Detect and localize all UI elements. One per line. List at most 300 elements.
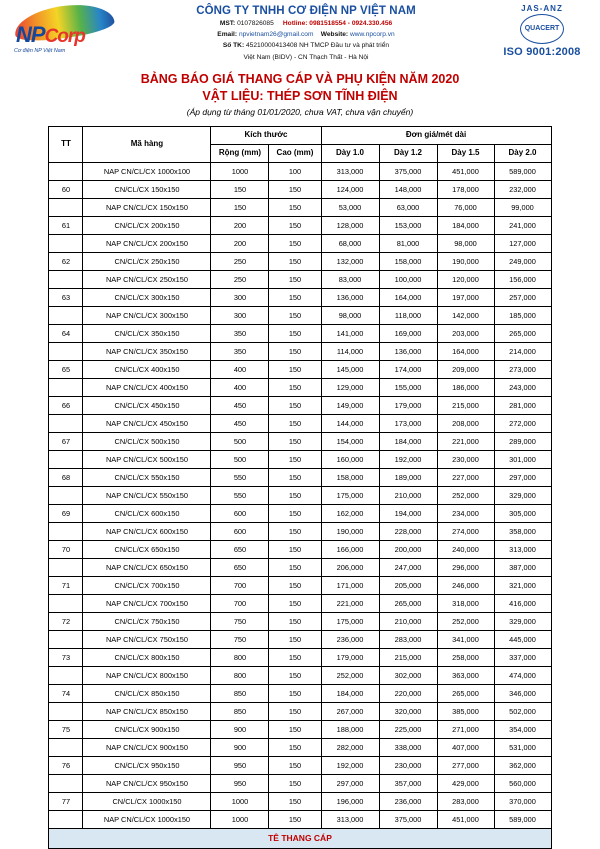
cell-cao: 150 bbox=[269, 469, 321, 487]
cell-cao: 150 bbox=[269, 217, 321, 235]
cell-tt: 72 bbox=[49, 613, 83, 631]
table-row bbox=[49, 163, 551, 181]
cell-day-12: 200,000 bbox=[379, 541, 437, 559]
email-value[interactable]: npvietnam26@gmail.com bbox=[238, 30, 314, 38]
cell-ma-hang: CN/CL/CX 800x150 bbox=[83, 649, 211, 667]
cell-day-15: 451,000 bbox=[437, 811, 494, 829]
cell-rong: 800 bbox=[211, 667, 269, 685]
cell-day-12: 158,000 bbox=[379, 253, 437, 271]
cell-ma-hang: NAP CN/CL/CX 350x150 bbox=[83, 343, 211, 361]
bank-value: 45210000413408 NH TMCP Đầu tư và phát triển bbox=[245, 42, 390, 50]
cell-tt bbox=[49, 739, 83, 757]
cell-cao: 150 bbox=[269, 793, 321, 811]
cell-day-15: 429,000 bbox=[437, 775, 494, 793]
table-row bbox=[49, 613, 551, 631]
cell-day-10: 145,000 bbox=[321, 361, 379, 379]
company-bank-line bbox=[118, 42, 494, 51]
cell-day-20: 289,000 bbox=[494, 433, 551, 451]
cell-day-12: 164,000 bbox=[379, 289, 437, 307]
cell-ma-hang: CN/CL/CX 1000x150 bbox=[83, 793, 211, 811]
cell-ma-hang: NAP CN/CL/CX 550x150 bbox=[83, 487, 211, 505]
cell-day-15: 240,000 bbox=[437, 541, 494, 559]
cell-rong: 850 bbox=[211, 685, 269, 703]
cell-cao: 150 bbox=[269, 253, 321, 271]
cell-cao: 150 bbox=[269, 775, 321, 793]
page-note: (Áp dụng từ tháng 01/01/2020, chưa VAT, chưa vận chuyển) bbox=[186, 107, 414, 117]
cell-rong: 750 bbox=[211, 631, 269, 649]
logo-wordmark bbox=[16, 22, 85, 48]
cell-day-12: 184,000 bbox=[379, 433, 437, 451]
cell-day-10: 175,000 bbox=[321, 613, 379, 631]
cell-day-10: 188,000 bbox=[321, 721, 379, 739]
cell-day-15: 227,000 bbox=[437, 469, 494, 487]
cell-cao: 150 bbox=[269, 289, 321, 307]
cell-tt: 77 bbox=[49, 793, 83, 811]
cell-day-15: 120,000 bbox=[437, 271, 494, 289]
cell-cao: 150 bbox=[269, 235, 321, 253]
table-row bbox=[49, 577, 551, 595]
cell-day-20: 297,000 bbox=[494, 469, 551, 487]
company-contact-line bbox=[118, 31, 494, 40]
cell-cao: 150 bbox=[269, 433, 321, 451]
cell-day-20: 337,000 bbox=[494, 649, 551, 667]
table-row bbox=[49, 235, 551, 253]
cell-day-20: 241,000 bbox=[494, 217, 551, 235]
cell-rong: 950 bbox=[211, 775, 269, 793]
table-row bbox=[49, 451, 551, 469]
table-row bbox=[49, 505, 551, 523]
cell-cao: 150 bbox=[269, 379, 321, 397]
cell-day-10: 192,000 bbox=[321, 757, 379, 775]
table-row bbox=[49, 541, 551, 559]
cell-day-12: 179,000 bbox=[379, 397, 437, 415]
table-row bbox=[49, 739, 551, 757]
cell-ma-hang: CN/CL/CX 350x150 bbox=[83, 325, 211, 343]
table-row bbox=[49, 199, 551, 217]
cell-day-10: 68,000 bbox=[321, 235, 379, 253]
cell-cao: 150 bbox=[269, 523, 321, 541]
cell-tt: 67 bbox=[49, 433, 83, 451]
cell-day-20: 354,000 bbox=[494, 721, 551, 739]
cell-cao: 150 bbox=[269, 361, 321, 379]
cell-tt: 69 bbox=[49, 505, 83, 523]
table-row bbox=[49, 469, 551, 487]
cell-day-20: 387,000 bbox=[494, 559, 551, 577]
col-day-12: Dày 1.2 bbox=[379, 145, 437, 163]
cell-day-10: 136,000 bbox=[321, 289, 379, 307]
cell-day-12: 173,000 bbox=[379, 415, 437, 433]
cell-tt: 66 bbox=[49, 397, 83, 415]
cell-day-15: 186,000 bbox=[437, 379, 494, 397]
cell-day-20: 370,000 bbox=[494, 793, 551, 811]
cell-day-20: 346,000 bbox=[494, 685, 551, 703]
cell-day-15: 318,000 bbox=[437, 595, 494, 613]
cell-tt: 70 bbox=[49, 541, 83, 559]
cell-ma-hang: CN/CL/CX 300x150 bbox=[83, 289, 211, 307]
jas-anz-label: JAS-ANZ bbox=[521, 4, 563, 13]
company-tax-line bbox=[118, 20, 494, 29]
cell-day-15: 98,000 bbox=[437, 235, 494, 253]
cell-tt bbox=[49, 451, 83, 469]
cell-day-15: 190,000 bbox=[437, 253, 494, 271]
cell-day-12: 136,000 bbox=[379, 343, 437, 361]
cell-cao: 150 bbox=[269, 811, 321, 829]
cell-rong: 1000 bbox=[211, 793, 269, 811]
table-row bbox=[49, 685, 551, 703]
cell-cao: 150 bbox=[269, 649, 321, 667]
cell-tt bbox=[49, 703, 83, 721]
cell-day-15: 258,000 bbox=[437, 649, 494, 667]
cell-day-12: 81,000 bbox=[379, 235, 437, 253]
cell-rong: 350 bbox=[211, 343, 269, 361]
cell-ma-hang: NAP CN/CL/CX 650x150 bbox=[83, 559, 211, 577]
cell-tt: 62 bbox=[49, 253, 83, 271]
cell-rong: 500 bbox=[211, 433, 269, 451]
cell-cao: 100 bbox=[269, 163, 321, 181]
col-ma-hang: Mã hàng bbox=[83, 127, 211, 163]
cell-day-12: 63,000 bbox=[379, 199, 437, 217]
cell-day-10: 158,000 bbox=[321, 469, 379, 487]
table-row bbox=[49, 523, 551, 541]
cell-ma-hang: NAP CN/CL/CX 600x150 bbox=[83, 523, 211, 541]
cell-cao: 150 bbox=[269, 307, 321, 325]
bank-label: Số TK: bbox=[222, 42, 245, 50]
cell-tt bbox=[49, 199, 83, 217]
cell-day-10: 313,000 bbox=[321, 811, 379, 829]
cell-ma-hang: NAP CN/CL/CX 800x150 bbox=[83, 667, 211, 685]
cell-day-12: 338,000 bbox=[379, 739, 437, 757]
cell-day-12: 225,000 bbox=[379, 721, 437, 739]
cell-day-20: 445,000 bbox=[494, 631, 551, 649]
cell-cao: 150 bbox=[269, 415, 321, 433]
cell-tt: 75 bbox=[49, 721, 83, 739]
cell-ma-hang: NAP CN/CL/CX 750x150 bbox=[83, 631, 211, 649]
cell-tt bbox=[49, 487, 83, 505]
cell-day-12: 302,000 bbox=[379, 667, 437, 685]
cell-tt: 68 bbox=[49, 469, 83, 487]
cell-day-15: 407,000 bbox=[437, 739, 494, 757]
page-subtitle: VẬT LIỆU: THÉP SƠN TĨNH ĐIỆN bbox=[202, 89, 398, 103]
cell-rong: 750 bbox=[211, 613, 269, 631]
cell-cao: 150 bbox=[269, 343, 321, 361]
cell-day-12: 210,000 bbox=[379, 613, 437, 631]
cell-day-15: 271,000 bbox=[437, 721, 494, 739]
table-row bbox=[49, 811, 551, 829]
cell-ma-hang: CN/CL/CX 150x150 bbox=[83, 181, 211, 199]
cell-tt: 76 bbox=[49, 757, 83, 775]
cell-tt bbox=[49, 271, 83, 289]
price-table bbox=[48, 126, 551, 849]
cell-cao: 150 bbox=[269, 703, 321, 721]
cell-day-10: 175,000 bbox=[321, 487, 379, 505]
cell-day-15: 197,000 bbox=[437, 289, 494, 307]
cell-cao: 150 bbox=[269, 181, 321, 199]
cell-day-12: 100,000 bbox=[379, 271, 437, 289]
cell-day-20: 329,000 bbox=[494, 487, 551, 505]
cell-day-12: 375,000 bbox=[379, 163, 437, 181]
iso-label: ISO 9001:2008 bbox=[503, 46, 581, 58]
cell-rong: 250 bbox=[211, 253, 269, 271]
col-kich-thuoc: Kích thước bbox=[211, 127, 321, 145]
cell-day-15: 252,000 bbox=[437, 487, 494, 505]
cell-day-20: 127,000 bbox=[494, 235, 551, 253]
table-row bbox=[49, 217, 551, 235]
cell-day-10: 166,000 bbox=[321, 541, 379, 559]
cell-tt bbox=[49, 775, 83, 793]
cell-tt bbox=[49, 595, 83, 613]
cell-ma-hang: NAP CN/CL/CX 500x150 bbox=[83, 451, 211, 469]
cell-cao: 150 bbox=[269, 613, 321, 631]
cell-rong: 250 bbox=[211, 271, 269, 289]
cell-day-10: 221,000 bbox=[321, 595, 379, 613]
hotline-label: Hotline: bbox=[282, 19, 308, 27]
cell-day-12: 155,000 bbox=[379, 379, 437, 397]
cell-day-15: 246,000 bbox=[437, 577, 494, 595]
logo-tagline: Cơ điện NP Việt Nam bbox=[14, 48, 66, 54]
col-day-20: Dày 2.0 bbox=[494, 145, 551, 163]
hotline-value: 0981518554 - 0924.330.456 bbox=[309, 19, 393, 27]
cell-ma-hang: CN/CL/CX 450x150 bbox=[83, 397, 211, 415]
cell-day-15: 385,000 bbox=[437, 703, 494, 721]
cell-day-15: 208,000 bbox=[437, 415, 494, 433]
cell-day-15: 283,000 bbox=[437, 793, 494, 811]
cell-ma-hang: NAP CN/CL/CX 1000x150 bbox=[83, 811, 211, 829]
table-row bbox=[49, 433, 551, 451]
cell-day-12: 174,000 bbox=[379, 361, 437, 379]
cell-ma-hang: CN/CL/CX 750x150 bbox=[83, 613, 211, 631]
table-section-footer-row bbox=[49, 829, 551, 849]
cell-day-10: 313,000 bbox=[321, 163, 379, 181]
cell-day-12: 236,000 bbox=[379, 793, 437, 811]
cell-day-15: 230,000 bbox=[437, 451, 494, 469]
cell-rong: 500 bbox=[211, 451, 269, 469]
cell-day-12: 169,000 bbox=[379, 325, 437, 343]
cell-day-10: 297,000 bbox=[321, 775, 379, 793]
table-row bbox=[49, 343, 551, 361]
cell-day-20: 313,000 bbox=[494, 541, 551, 559]
cell-rong: 450 bbox=[211, 415, 269, 433]
cell-day-15: 164,000 bbox=[437, 343, 494, 361]
cell-day-20: 249,000 bbox=[494, 253, 551, 271]
table-row bbox=[49, 793, 551, 811]
cell-cao: 150 bbox=[269, 739, 321, 757]
cell-day-12: 189,000 bbox=[379, 469, 437, 487]
table-row bbox=[49, 325, 551, 343]
cell-day-15: 451,000 bbox=[437, 163, 494, 181]
cell-ma-hang: CN/CL/CX 550x150 bbox=[83, 469, 211, 487]
section-footer-label: TÊ THANG CÁP bbox=[49, 829, 551, 849]
cell-tt: 64 bbox=[49, 325, 83, 343]
table-row bbox=[49, 253, 551, 271]
cell-day-12: 205,000 bbox=[379, 577, 437, 595]
cell-tt bbox=[49, 163, 83, 181]
cell-rong: 200 bbox=[211, 217, 269, 235]
cell-tt bbox=[49, 343, 83, 361]
cell-cao: 150 bbox=[269, 685, 321, 703]
cell-day-10: 141,000 bbox=[321, 325, 379, 343]
cell-day-10: 252,000 bbox=[321, 667, 379, 685]
table-row bbox=[49, 667, 551, 685]
cell-cao: 150 bbox=[269, 451, 321, 469]
cell-rong: 150 bbox=[211, 181, 269, 199]
col-tt: TT bbox=[49, 127, 83, 163]
cell-day-20: 156,000 bbox=[494, 271, 551, 289]
cell-rong: 700 bbox=[211, 595, 269, 613]
col-day-10: Dày 1.0 bbox=[321, 145, 379, 163]
company-logo bbox=[10, 4, 118, 66]
table-row bbox=[49, 775, 551, 793]
cell-ma-hang: CN/CL/CX 700x150 bbox=[83, 577, 211, 595]
cell-day-15: 209,000 bbox=[437, 361, 494, 379]
cell-day-20: 589,000 bbox=[494, 811, 551, 829]
cell-cao: 150 bbox=[269, 757, 321, 775]
cell-day-12: 148,000 bbox=[379, 181, 437, 199]
cell-day-20: 281,000 bbox=[494, 397, 551, 415]
cell-day-20: 305,000 bbox=[494, 505, 551, 523]
cell-day-20: 502,000 bbox=[494, 703, 551, 721]
cell-ma-hang: NAP CN/CL/CX 850x150 bbox=[83, 703, 211, 721]
cell-ma-hang: NAP CN/CL/CX 1000x100 bbox=[83, 163, 211, 181]
table-row bbox=[49, 397, 551, 415]
cell-day-12: 320,000 bbox=[379, 703, 437, 721]
logo-corp-text: Corp bbox=[44, 26, 85, 47]
cell-tt: 71 bbox=[49, 577, 83, 595]
cell-day-12: 118,000 bbox=[379, 307, 437, 325]
cell-day-20: 329,000 bbox=[494, 613, 551, 631]
cell-day-10: 114,000 bbox=[321, 343, 379, 361]
cell-day-15: 252,000 bbox=[437, 613, 494, 631]
cell-rong: 800 bbox=[211, 649, 269, 667]
cell-day-20: 474,000 bbox=[494, 667, 551, 685]
cell-day-15: 277,000 bbox=[437, 757, 494, 775]
cell-tt: 74 bbox=[49, 685, 83, 703]
website-label: Website: bbox=[320, 30, 349, 38]
cell-ma-hang: NAP CN/CL/CX 250x150 bbox=[83, 271, 211, 289]
cell-tt bbox=[49, 307, 83, 325]
cell-rong: 300 bbox=[211, 307, 269, 325]
cell-day-20: 257,000 bbox=[494, 289, 551, 307]
cell-rong: 850 bbox=[211, 703, 269, 721]
cell-rong: 550 bbox=[211, 487, 269, 505]
cell-day-20: 243,000 bbox=[494, 379, 551, 397]
email-label: Email: bbox=[217, 30, 238, 38]
cell-day-12: 220,000 bbox=[379, 685, 437, 703]
cell-day-15: 341,000 bbox=[437, 631, 494, 649]
cell-day-20: 589,000 bbox=[494, 163, 551, 181]
cell-cao: 150 bbox=[269, 199, 321, 217]
cell-rong: 1000 bbox=[211, 811, 269, 829]
cell-day-10: 83,000 bbox=[321, 271, 379, 289]
table-row bbox=[49, 649, 551, 667]
cell-ma-hang: CN/CL/CX 650x150 bbox=[83, 541, 211, 559]
cell-tt bbox=[49, 415, 83, 433]
table-row bbox=[49, 181, 551, 199]
cell-day-20: 273,000 bbox=[494, 361, 551, 379]
cell-ma-hang: CN/CL/CX 900x150 bbox=[83, 721, 211, 739]
cell-cao: 150 bbox=[269, 271, 321, 289]
cell-day-20: 232,000 bbox=[494, 181, 551, 199]
cell-day-10: 179,000 bbox=[321, 649, 379, 667]
table-row bbox=[49, 631, 551, 649]
cell-rong: 550 bbox=[211, 469, 269, 487]
cell-day-10: 149,000 bbox=[321, 397, 379, 415]
cell-day-20: 214,000 bbox=[494, 343, 551, 361]
table-row bbox=[49, 415, 551, 433]
table-row bbox=[49, 379, 551, 397]
table-row bbox=[49, 757, 551, 775]
cell-day-15: 296,000 bbox=[437, 559, 494, 577]
col-cao: Cao (mm) bbox=[269, 145, 321, 163]
table-row bbox=[49, 559, 551, 577]
cell-ma-hang: NAP CN/CL/CX 450x150 bbox=[83, 415, 211, 433]
cell-tt: 65 bbox=[49, 361, 83, 379]
cell-day-15: 363,000 bbox=[437, 667, 494, 685]
cell-ma-hang: NAP CN/CL/CX 900x150 bbox=[83, 739, 211, 757]
cell-day-10: 144,000 bbox=[321, 415, 379, 433]
cell-cao: 150 bbox=[269, 667, 321, 685]
cell-rong: 650 bbox=[211, 541, 269, 559]
website-value[interactable]: www.npcorp.vn bbox=[349, 30, 395, 38]
cell-cao: 150 bbox=[269, 631, 321, 649]
cell-day-10: 154,000 bbox=[321, 433, 379, 451]
cell-tt bbox=[49, 811, 83, 829]
cell-ma-hang: NAP CN/CL/CX 950x150 bbox=[83, 775, 211, 793]
cell-ma-hang: CN/CL/CX 250x150 bbox=[83, 253, 211, 271]
cell-day-10: 282,000 bbox=[321, 739, 379, 757]
cell-day-15: 274,000 bbox=[437, 523, 494, 541]
table-row bbox=[49, 307, 551, 325]
cell-day-20: 321,000 bbox=[494, 577, 551, 595]
cell-day-10: 236,000 bbox=[321, 631, 379, 649]
cell-day-10: 184,000 bbox=[321, 685, 379, 703]
price-table-header bbox=[49, 127, 551, 163]
cell-ma-hang: CN/CL/CX 950x150 bbox=[83, 757, 211, 775]
cell-ma-hang: CN/CL/CX 200x150 bbox=[83, 217, 211, 235]
cell-rong: 950 bbox=[211, 757, 269, 775]
cell-day-10: 53,000 bbox=[321, 199, 379, 217]
cell-cao: 150 bbox=[269, 397, 321, 415]
cell-cao: 150 bbox=[269, 505, 321, 523]
company-name: CÔNG TY TNHH CƠ ĐIỆN NP VIỆT NAM bbox=[196, 5, 416, 17]
cell-day-15: 234,000 bbox=[437, 505, 494, 523]
cell-tt bbox=[49, 559, 83, 577]
cell-rong: 200 bbox=[211, 235, 269, 253]
cell-tt: 61 bbox=[49, 217, 83, 235]
cell-day-15: 215,000 bbox=[437, 397, 494, 415]
cell-ma-hang: NAP CN/CL/CX 700x150 bbox=[83, 595, 211, 613]
cell-day-10: 128,000 bbox=[321, 217, 379, 235]
company-branch-line bbox=[118, 54, 494, 63]
col-don-gia: Đơn giá/mét dài bbox=[321, 127, 551, 145]
cell-day-15: 178,000 bbox=[437, 181, 494, 199]
cell-day-10: 196,000 bbox=[321, 793, 379, 811]
branch-value: Việt Nam (BIDV) - CN Thạch Thất - Hà Nội bbox=[243, 53, 369, 61]
cell-day-15: 265,000 bbox=[437, 685, 494, 703]
cell-day-10: 171,000 bbox=[321, 577, 379, 595]
cell-day-20: 531,000 bbox=[494, 739, 551, 757]
cell-ma-hang: NAP CN/CL/CX 400x150 bbox=[83, 379, 211, 397]
cell-cao: 150 bbox=[269, 595, 321, 613]
cell-day-20: 358,000 bbox=[494, 523, 551, 541]
cell-rong: 400 bbox=[211, 379, 269, 397]
cell-cao: 150 bbox=[269, 541, 321, 559]
price-table-body bbox=[49, 163, 551, 849]
cell-day-20: 185,000 bbox=[494, 307, 551, 325]
table-row bbox=[49, 361, 551, 379]
cell-day-20: 272,000 bbox=[494, 415, 551, 433]
tax-value: 0107826085 bbox=[237, 19, 274, 27]
cell-day-12: 153,000 bbox=[379, 217, 437, 235]
